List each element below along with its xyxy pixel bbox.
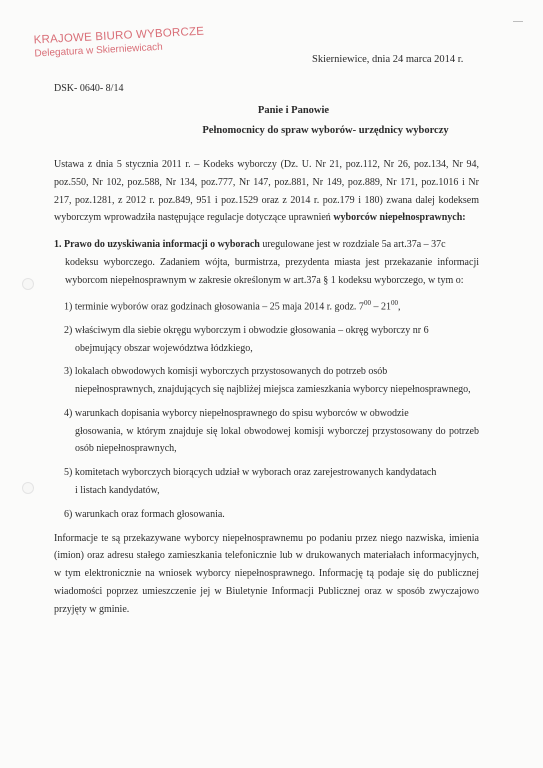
scan-mark: [513, 21, 523, 22]
intro-paragraph: [54, 156, 479, 227]
section-1-continuation: kodeksu wyborczego. Zadaniem wójta, burmistrza, prezydenta miasta jest przekazanie informacji wyborcom niepełnosprawnym w zakresie określonym w art.37a § 1 kodeksu wyborczego, w tym o:: [65, 256, 479, 286]
document-signature: DSK- 0640- 8/14: [54, 83, 124, 94]
item-number: 1): [64, 300, 73, 312]
list-item: [54, 363, 479, 399]
item-number: 6): [64, 508, 73, 520]
list-item: [54, 506, 479, 524]
item-text-mid: – 21: [370, 300, 391, 312]
item-text: warunkach oraz formach głosowania.: [74, 508, 225, 520]
list-item: [54, 322, 479, 358]
addressee-line-2: Pełnomocnicy do spraw wyborów- urzędnicy wyborczy: [202, 125, 449, 136]
letter-body: [54, 156, 479, 619]
punch-hole-top: [22, 278, 34, 290]
intro-text: Ustawa z dnia 5 stycznia 2011 r. – Kodeks wyborczy (Dz. U. Nr 21, poz.112, Nr 26, poz.134, Nr 94, poz.550, Nr 102, poz.588, Nr 134, poz.777, Nr 147, poz.881, Nr 149, poz.889, Nr 171, poz.1016 i Nr 217, poz.1281, z 2012 r. poz.849, 951 i poz.1529 oraz z 2014 r. poz.179 i 180) zwana dalej kodeksem wyborczym wprowadziła następujące regulacje dotyczące uprawnień: [54, 159, 479, 224]
item-number: 3): [64, 366, 73, 378]
date-line: Skierniewice, dnia 24 marca 2014 r.: [312, 54, 464, 65]
office-stamp: [33, 26, 205, 60]
item-number: 5): [64, 467, 73, 479]
item-text: warunkach dopisania wyborcy niepełnosprawnego do spisu wyborców w obwodzie: [74, 407, 409, 419]
item-number: 2): [64, 324, 73, 336]
stamp-line-2: Delegatura w Skierniewicach: [34, 41, 164, 60]
section-1-text: uregulowane jest w rozdziale 5a art.37a – 37c: [259, 239, 446, 251]
item-continuation: obejmujący obszar województwa łódzkiego,: [75, 342, 253, 354]
section-1-heading: [54, 236, 479, 254]
item-text: lokalach obwodowych komisji wyborczych przystosowanych do potrzeb osób: [74, 366, 388, 378]
item-continuation: głosowania, w którym znajduje się lokal obwodowej komisji wyborczej przystosowany do potrzeb osób niepełnosprawnych,: [75, 425, 479, 455]
item-sup-start: 00: [363, 298, 371, 307]
list-item: [54, 405, 479, 458]
item-number: 4): [64, 407, 73, 419]
item-text-tail: ,: [397, 300, 401, 312]
section-1-title: Prawo do uzyskiwania informacji o wyborach: [64, 239, 260, 251]
item-text: właściwym dla siebie okręgu wyborczym i obwodzie głosowania – okręg wyborczy nr 6: [74, 324, 429, 336]
intro-bold: wyborców niepełnosprawnych:: [333, 212, 466, 224]
punch-hole-bottom: [22, 482, 34, 494]
section-1-number: 1.: [54, 239, 62, 251]
item-text: komitetach wyborczych biorących udział w wyborach oraz zarejestrowanych kandydatach: [74, 467, 437, 479]
item-sup-end: 00: [390, 298, 398, 307]
item-continuation: i listach kandydatów,: [75, 485, 160, 497]
list-item: [54, 295, 479, 316]
addressee-line-1: Panie i Panowie: [257, 105, 330, 116]
list-item: [54, 464, 479, 500]
stamp-line-1: KRAJOWE BIURO WYBORCZE: [33, 25, 205, 47]
item-text: terminie wyborów oraz godzinach głosowania – 25 maja 2014 r. godz. 7: [74, 300, 364, 312]
closing-paragraph: Informacje te są przekazywane wyborcy niepełnosprawnemu po podaniu przez niego nazwiska, imienia (imion) oraz adresu stałego zamieszkania telefonicznie lub w drukowanych materiałach informacyjnych, w tym elektronicznie na wniosek wyborcy niepełnosprawnego. Informację tą podaje się do publicznej wiadomości poprzez umieszczenie jej w Biuletynie Informacji Publicznej oraz w sposób zwyczajowo przyjęty w gminie.: [54, 532, 479, 615]
item-continuation: niepełnosprawnych, znajdujących się najbliżej miejsca zamieszkania wyborcy niepełnosprawnego,: [75, 384, 471, 396]
